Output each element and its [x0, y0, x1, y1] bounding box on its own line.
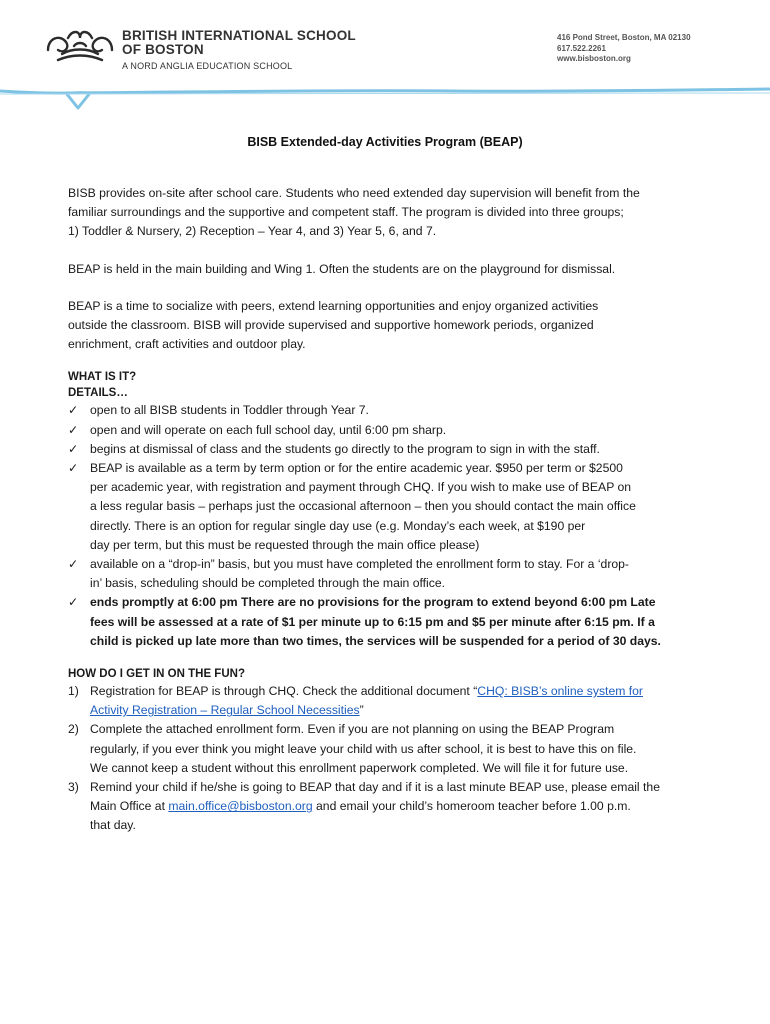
chq-document-link[interactable]: CHQ: BISB’s online system for: [477, 684, 643, 699]
how-item-1: 1) Registration for BEAP is through CHQ. Check the additional document “CHQ: BISB’s online system for Activity Registration – Regular School Necessities”: [68, 682, 718, 720]
checkmark-icon: ✓: [68, 461, 79, 476]
checkmark-icon: ✓: [68, 557, 79, 572]
details-heading: DETAILS…: [68, 387, 128, 400]
document-title: BISB Extended-day Activities Program (BEAP): [247, 135, 523, 149]
list-number: 2): [68, 722, 79, 737]
header-wave-divider: [0, 82, 770, 116]
document-body: [68, 184, 718, 836]
list-number: 1): [68, 684, 79, 699]
detail-item: ✓ BEAP is available as a term by term option or for the entire academic year. $950 per term or $2500 per academic year, with registration and payment through CHQ. If you wish to make use of BEAP on a less regular basis – perhaps just the occasional afternoon – then you should contact the main office directly. There is an option for regular single day use (e.g. Monday’s each week, at $190 per day per term, but this must be requested through the main office please): [68, 459, 718, 555]
what-is-it-heading: WHAT IS IT?: [68, 371, 137, 384]
intro-paragraph-3: BEAP is a time to socialize with peers, extend learning opportunities and enjoy organized activities outside the classroom. BISB will provide supervised and supportive homework periods, organized enrichment, craft activities and outdoor play.: [68, 298, 599, 352]
detail-item: ✓ available on a “drop-in” basis, but you must have completed the enrollment form to stay. For a ‘drop- in’ basis, scheduling should be completed through the main office.: [68, 555, 718, 593]
how-item-3: 3) Remind your child if he/she is going to BEAP that day and if it is a last minute BEAP use, please email the Main Office at main.office@bisboston.org and email your child’s homeroom teacher before 1.00 p.m. that day.: [68, 778, 718, 836]
school-name-line1: BRITISH INTERNATIONAL SCHOOL: [122, 28, 356, 43]
intro-paragraph-1: BISB provides on-site after school care. Students who need extended day supervision will benefit from the familiar surroundings and the supportive and competent staff. The program is divided into three groups; 1) Toddler & Nursery, 2) Reception – Year 4, and 3) Year 5, 6, and 7.: [68, 186, 640, 239]
letterhead: [0, 0, 770, 118]
detail-item: ✓ open and will operate on each full school day, until 6:00 pm sharp.: [68, 421, 718, 440]
website: www.bisboston.org: [557, 54, 631, 63]
checkmark-icon: ✓: [68, 595, 79, 610]
checkmark-icon: ✓: [68, 422, 79, 437]
main-office-email-link[interactable]: main.office@bisboston.org: [168, 799, 313, 814]
detail-item: ✓ begins at dismissal of class and the students go directly to the program to sign in with the staff.: [68, 440, 718, 459]
school-crest-icon: [44, 28, 116, 68]
how-heading: HOW DO I GET IN ON THE FUN?: [68, 668, 245, 681]
school-name-line2: OF BOSTON: [122, 42, 204, 57]
detail-item: ✓ open to all BISB students in Toddler through Year 7.: [68, 401, 718, 420]
detail-item-late-fees: ✓ ends promptly at 6:00 pm There are no provisions for the program to extend beyond 6:00 pm Late fees will be assessed at a rate of $1 per minute up to 6:15 pm and $5 per minute after 6:15 pm. If a child is picked up late more than two times, the services will be suspended for a period of 30 days.: [68, 593, 718, 651]
contact-block: [557, 33, 691, 65]
checkmark-icon: ✓: [68, 441, 79, 456]
intro-paragraph-2: BEAP is held in the main building and Wing 1. Often the students are on the playground for dismissal.: [68, 261, 616, 276]
address: 416 Pond Street, Boston, MA 02130: [557, 33, 691, 42]
list-number: 3): [68, 780, 79, 795]
phone: 617.522.2261: [557, 43, 606, 53]
checkmark-icon: ✓: [68, 403, 79, 418]
school-name: [122, 29, 356, 57]
school-subtitle: A NORD ANGLIA EDUCATION SCHOOL: [122, 61, 293, 71]
chq-document-link-cont[interactable]: Activity Registration – Regular School Necessities: [90, 703, 360, 718]
how-item-2: 2) Complete the attached enrollment form. Even if you are not planning on using the BEAP Program regularly, if you ever think you might leave your child with us after school, it is best to have this on file. We cannot keep a student without this enrollment paperwork completed. We will file it for future use.: [68, 720, 718, 778]
